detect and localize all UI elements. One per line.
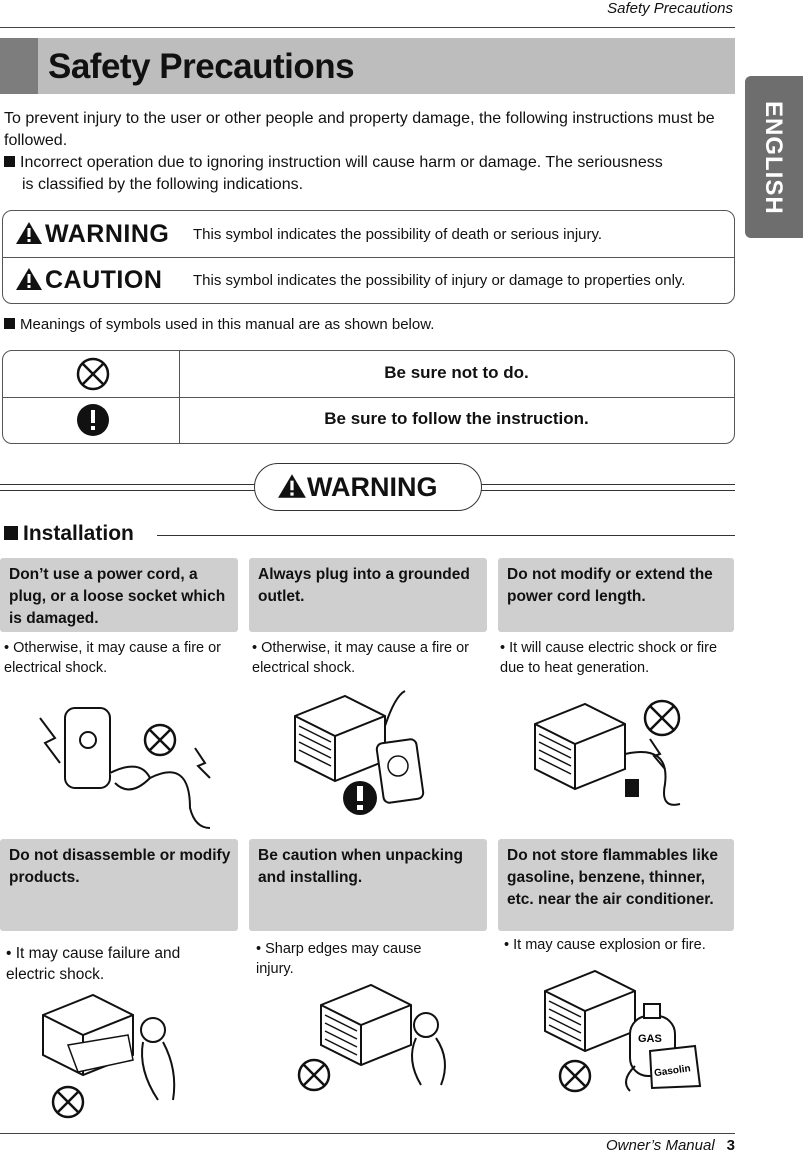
intro-line: To prevent injury to the user or other people and property damage, the following instructions must be followed.: [4, 110, 715, 149]
symbol-row: [3, 351, 734, 398]
footer-manual: Owner’s Manual: [605, 1137, 715, 1154]
intro-bullet-text-cont: is classified by the following indications.: [22, 176, 304, 193]
meaning-text: Be sure not to do.: [384, 363, 529, 382]
extended-cord-illustration: [530, 694, 700, 824]
unpacking-illustration: [296, 980, 466, 1100]
card-title: Do not disassemble or modify products.: [9, 847, 231, 886]
caution-label: CAUTION: [15, 266, 162, 295]
section-heading: [4, 522, 134, 546]
card-title: Be caution when unpacking and installing.: [258, 847, 463, 886]
warning-triangle-icon: [15, 267, 43, 291]
severity-table: [2, 210, 735, 304]
section-heading-text: Installation: [23, 522, 134, 545]
caution-row: [3, 257, 734, 303]
warning-row: [3, 211, 734, 258]
meanings-intro-text: Meanings of symbols used in this manual are as shown below.: [20, 316, 435, 333]
card-note: • Otherwise, it may cause a fire or electrical shock.: [4, 640, 222, 676]
mandatory-icon: [76, 403, 110, 437]
card-title: Don’t use a power cord, a plug, or a loose socket which is damaged.: [9, 566, 226, 627]
grounded-outlet-illustration: [285, 686, 445, 821]
warning-label: WARNING: [15, 220, 169, 249]
meaning-text: Be sure to follow the instruction.: [324, 409, 589, 428]
instruction-card: [0, 839, 238, 931]
card-title: Do not modify or extend the power cord length.: [507, 566, 713, 605]
square-bullet-icon: [4, 526, 18, 540]
section-rule: [157, 535, 735, 536]
symbol-table: [2, 350, 735, 444]
page-number: 3: [726, 1137, 735, 1154]
title-accent: [0, 38, 38, 94]
warning-desc: This symbol indicates the possibility of death or serious injury.: [193, 226, 603, 243]
gasoline-label: Gasolin: [653, 1063, 692, 1080]
warning-banner: [254, 463, 482, 511]
card-note: • It may cause explosion or fire.: [504, 937, 706, 953]
instruction-card: [498, 839, 734, 931]
damaged-plug-illustration: [20, 688, 220, 833]
symbol-row: [3, 397, 734, 443]
caution-desc: This symbol indicates the possibility of injury or damage to properties only.: [193, 272, 686, 289]
card-title: Always plug into a grounded outlet.: [258, 566, 470, 605]
page-title: Safety Precautions: [48, 47, 355, 86]
instruction-card: [249, 839, 487, 931]
intro-bullet: [4, 152, 729, 174]
flammables-illustration: [540, 966, 710, 1096]
warning-triangle-icon: [15, 221, 43, 245]
footer-rule: [0, 1133, 735, 1134]
title-bar: [0, 38, 735, 94]
warning-triangle-icon: [277, 473, 307, 499]
gas-label: GAS: [638, 1033, 662, 1045]
prohibition-icon: [76, 357, 110, 391]
card-note: • It will cause electric shock or fire due to heat generation.: [500, 640, 718, 676]
card-note: • Sharp edges may cause injury.: [256, 941, 422, 977]
meanings-intro: [4, 316, 434, 333]
warning-banner-label: WARNING: [277, 472, 438, 503]
instruction-card: [498, 558, 734, 632]
square-bullet-icon: [4, 156, 15, 167]
card-note: • It may cause failure and electric shock.: [6, 945, 181, 983]
square-bullet-icon: [4, 318, 15, 329]
footer: [606, 1137, 735, 1154]
language-label: ENGLISH: [760, 101, 787, 215]
card-note: • Otherwise, it may cause a fire or electrical shock.: [252, 640, 470, 676]
instruction-card: [0, 558, 238, 632]
running-header: Safety Precautions: [607, 0, 733, 17]
card-title: Do not store flammables like gasoline, benzene, thinner, etc. near the air conditioner.: [507, 847, 719, 908]
language-tab: [745, 76, 803, 238]
header-rule: [0, 27, 735, 28]
intro-text: [4, 108, 729, 196]
intro-bullet-text: Incorrect operation due to ignoring instruction will cause harm or damage. The seriousness: [20, 154, 663, 171]
disassemble-illustration: [38, 990, 188, 1120]
instruction-card: [249, 558, 487, 632]
